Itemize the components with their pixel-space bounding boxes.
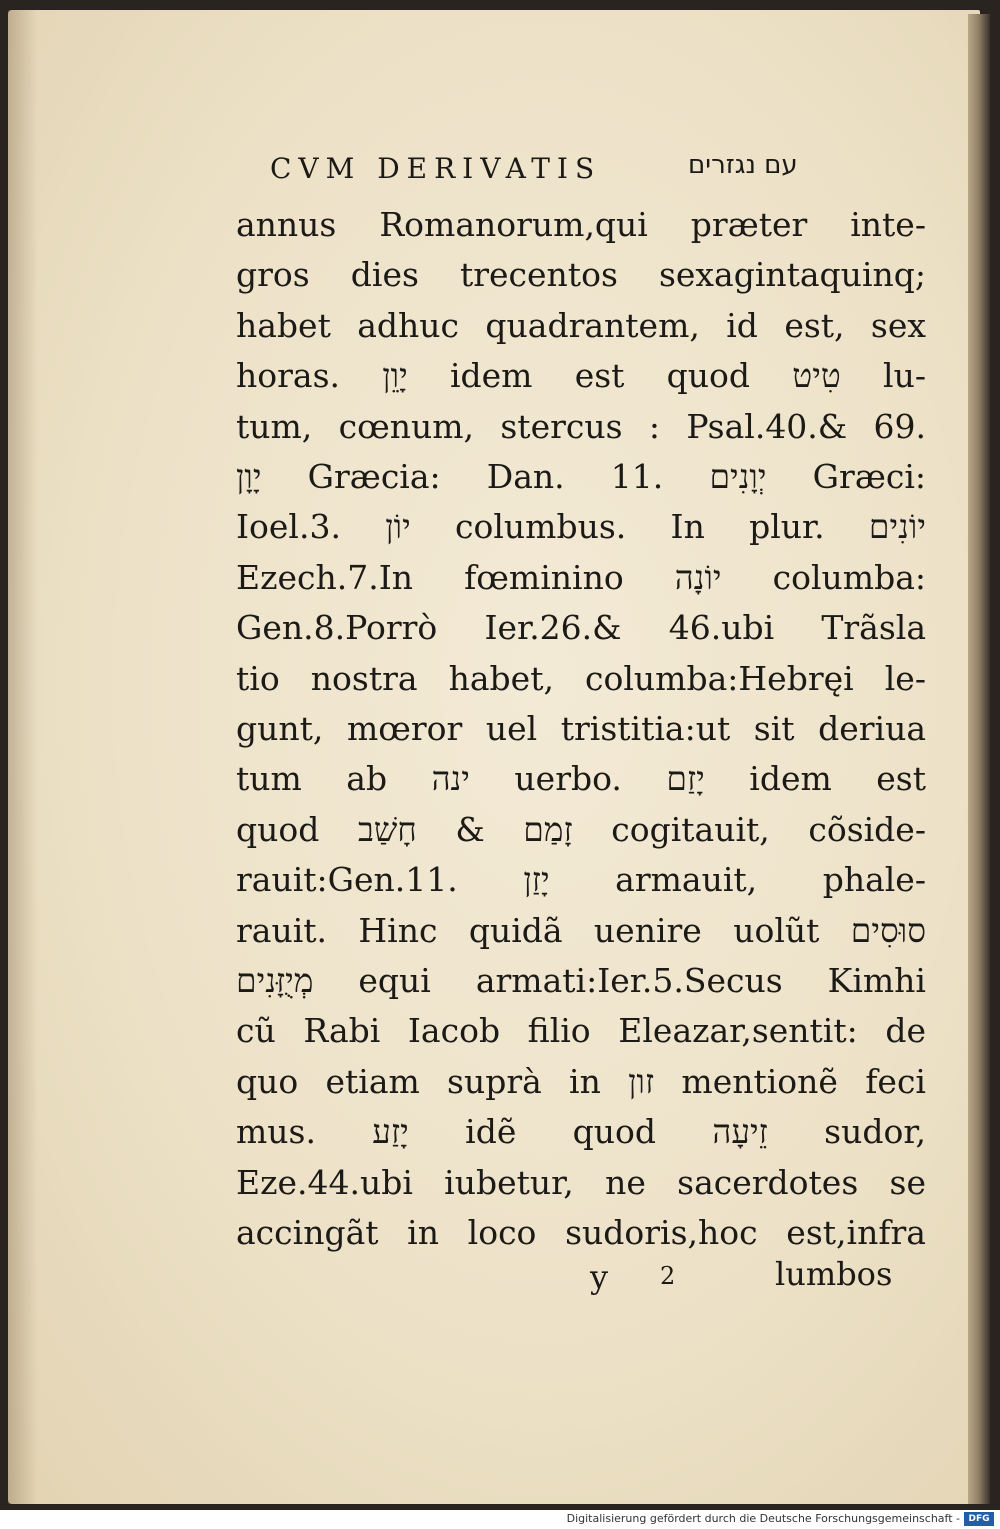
text-line: rauit. Hinc quidã uenire uolũt סוּסִים (236, 910, 926, 950)
text-line: tum, cœnum, stercus : Psal.40.& 69. (236, 406, 926, 446)
running-head-hebrew: עם נגזרים (688, 150, 798, 180)
text-line: tio nostra habet, columba:Hebręi le- (236, 658, 926, 698)
text-line: accingãt in loco sudoris,hoc est,infra (236, 1213, 926, 1252)
text-line: Eze.44.ubi iubetur, ne sacerdotes se (236, 1162, 926, 1202)
text-line: quod זָמַם & חָשַׁב cogitauit, cõside- (236, 809, 926, 849)
text-line: horas. יָוֵן idem est quod טִיט lu- (236, 356, 926, 396)
signature-mark: y (590, 1258, 609, 1296)
signature-number: 2 (660, 1262, 676, 1290)
text-line: habet adhuc quadrantem, id est, sex (236, 305, 926, 345)
text-line: tum ab ינה uerbo. יָזַם idem est (236, 759, 926, 799)
text-line: יָוָן Græcia: Dan. 11. יְוָנִים Græci: (236, 457, 926, 496)
text-line: quo etiam suprà in זון mentionẽ feci (236, 1061, 926, 1101)
text-line: annus Romanorum,qui præter inte- (236, 205, 926, 244)
text-line: rauit:Gen.11. יָזַן armauit, phale- (236, 860, 926, 900)
page-edge (968, 14, 990, 1504)
catchword: lumbos (775, 1255, 893, 1293)
text-line: Ezech.7.In fœminino יוֹנָה columba: (236, 557, 926, 597)
dfg-logo: DFG (964, 1512, 994, 1526)
text-line: Ioel.3. יוֹן columbus. In plur. יוֹנִים (236, 507, 926, 547)
text-line: gros dies trecentos sexagintaquinq; (236, 255, 926, 295)
text-line: מְיֻזָּנִים equi armati:Ier.5.Secus Kimhi (236, 961, 926, 1000)
footer-credit: Digitalisierung gefördert durch die Deutsche Forschungsgemeinschaft - (566, 1512, 960, 1525)
running-head-latin: CVM DERIVATIS (270, 152, 602, 185)
page-gutter-shadow (8, 10, 38, 1504)
text-line: mus. יָזַע idẽ quod זֵיעָה sudor, (236, 1112, 926, 1152)
text-line: gunt, mœror uel tristitia:ut sit deriua (236, 709, 926, 748)
text-line: cũ Rabi Iacob filio Eleazar,sentit: de (236, 1011, 926, 1051)
text-line: Gen.8.Porrò Ier.26.& 46.ubi Trãsla (236, 608, 926, 648)
